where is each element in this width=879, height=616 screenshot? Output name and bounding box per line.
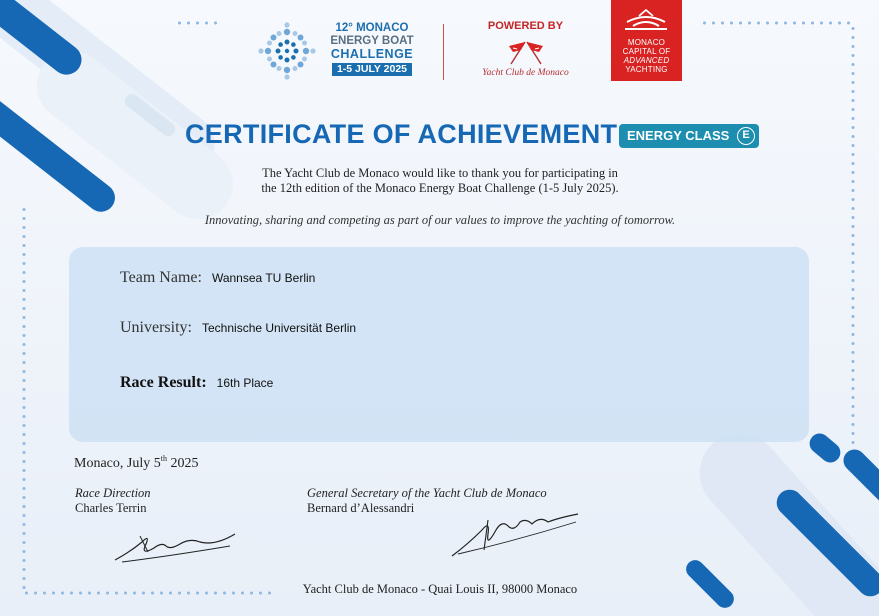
thanks-line-1: The Yacht Club de Monaco would like to thank you for participating in [262, 166, 618, 180]
team-name-value: Wannsea TU Berlin [211, 271, 316, 285]
signature-left-name: Charles Terrin [75, 501, 147, 515]
thanks-text [190, 166, 690, 196]
energy-class-letter: E [737, 127, 755, 145]
mebc-line3: CHALLENGE [330, 47, 414, 61]
energy-class-label: ENERGY CLASS [627, 128, 730, 143]
signature-left-icon [110, 522, 240, 567]
mebc-dates: 1-5 JULY 2025 [332, 63, 412, 76]
bg-stripe-blue-right-1 [806, 429, 845, 466]
ycm-script-wordmark: Yacht Club de Monaco [482, 68, 569, 78]
bg-stripe-blue-right-2 [839, 445, 879, 517]
mcay-line-4: YACHTING [625, 65, 668, 74]
race-result-value: 16th Place [216, 376, 274, 390]
dotted-border-left [22, 205, 26, 590]
university-label: University: [120, 319, 192, 336]
thanks-line-2: the 12th edition of the Monaco Energy Boat Challenge (1-5 July 2025). [261, 181, 619, 195]
motto-text: Innovating, sharing and competing as part of our values to improve the yachting of tomorrow. [204, 213, 676, 227]
certificate-title: CERTIFICATE OF ACHIEVEMENT [185, 119, 618, 149]
energy-class-badge [619, 124, 759, 148]
yacht-icon [621, 8, 671, 34]
race-result-field [120, 374, 273, 392]
signature-right-name: Bernard d’Alessandri [307, 501, 415, 515]
powered-by-block [468, 20, 583, 78]
signature-right-icon [448, 510, 583, 560]
mebc-text [326, 22, 418, 76]
mebc-dots-icon [256, 20, 318, 82]
mcay-logo [611, 0, 682, 81]
signature-left-block [75, 486, 151, 516]
race-result-label: Race Result: [120, 374, 207, 391]
dotted-border-top-left [175, 21, 220, 25]
mcay-line-3: ADVANCED [623, 56, 670, 65]
place-date-year: 2025 [170, 456, 199, 471]
place-date-prefix: Monaco, July 5 [74, 456, 161, 471]
university-field [120, 319, 356, 337]
team-name-field [120, 269, 315, 287]
bg-stripe-blue-right-4 [682, 556, 737, 611]
mcay-text [611, 38, 682, 74]
header-divider [443, 24, 444, 80]
team-name-label: Team Name: [120, 269, 202, 286]
place-date [74, 454, 198, 472]
signature-left-role: Race Direction [75, 486, 151, 500]
mebc-edition: 12° MONACO [335, 22, 409, 34]
mcay-line-2: CAPITAL OF [622, 47, 671, 56]
powered-by-label: POWERED BY [487, 20, 564, 32]
dotted-border-right [851, 24, 855, 444]
university-value: Technische Universität Berlin [202, 321, 357, 335]
mebc-logo [256, 20, 416, 82]
ycm-flags-icon [491, 38, 561, 66]
signature-right-role: General Secretary of the Yacht Club de Monaco [307, 486, 547, 500]
mcay-line-1: MONACO [627, 38, 666, 47]
place-date-suffix: th [160, 454, 167, 463]
mebc-line2: ENERGY BOAT [330, 35, 414, 47]
dotted-border-top-right [700, 21, 855, 25]
footer-address: Yacht Club de Monaco - Quai Louis II, 98000 Monaco [302, 582, 578, 596]
